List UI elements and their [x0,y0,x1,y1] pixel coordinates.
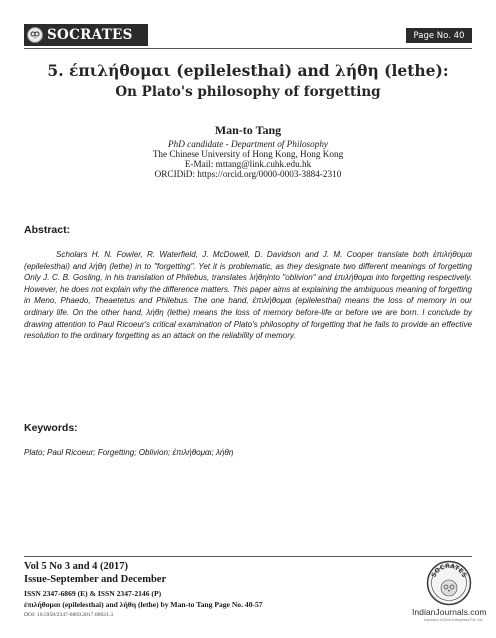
abstract-text: Scholars H. N. Fowler, R. Waterfield, J. McDowell, D. Davidson and J. M. Cooper translate both ἐπιλήθομαι (epilelesthai) and λήθη (lethe) in to "forgetting". Yet it is problematic, as they designate two different meanings of forgetting Only J. C. B. Gosling, in his translation of Philebus, translates λήθηinto "oblivion" and ἐπιλήθομαι into forgetting respectively. However, he does not explain why the difference matters. This paper aims at explaining the ambiguous meaning of forgetting in Meno, Phaedo, Theaetetus and Philebus. The one hand, ἐπιλήθομαι (epilelesthai) means the loss of memory in our ordinary life. On the other hand, λήθη (lethe) means the loss of memory before-life or before we are born. I conclude by drawing attention to Paul Ricoeur's critical examination of Plato's philosophy of forgetting that he fails to provide an effective resolution to the ordinary forgetting as an attack on the reliability of memory. [24,250,472,341]
author-orcid: ORCIDiD: https://orcid.org/0000-0003-3884-2310 [154,169,342,179]
author-affiliation-department: PhD candidate - Department of Philosophy [168,139,328,149]
keywords-text: Plato; Paul Ricoeur; Forgetting; Oblivion; ἐπιλήθομαι; λήθη [24,448,234,457]
issue-info: Issue-September and December [24,574,167,585]
publisher-name: IndianJournals.com [412,607,487,617]
keywords-heading: Keywords: [24,422,78,434]
seal-text: SOCRATES [430,562,468,579]
journal-logo [24,24,148,46]
issn-info: ISSN 2347-6869 (E) & ISSN 2347-2146 (P) [24,589,162,598]
publisher-logo [410,605,487,619]
page-number-badge: Page No. 40 [406,28,472,43]
abstract-heading: Abstract: [24,224,71,236]
doi-line: DOI: 10.5958/2347-6869.2017.00021.3 [24,612,114,618]
paper-subtitle: On Plato's philosophy of forgetting [115,84,381,100]
footer-divider [24,556,472,557]
journal-seal-icon [426,560,472,606]
owl-emblem-icon [27,27,43,43]
author-email: E-Mail: mttang@link.cuhk.edu.hk [184,159,312,169]
author-name: Man-to Tang [214,123,282,137]
citation-line: ἐπιλήθομαι (epilelesthai) and λήθη (lethe) by Man-to Tang Page No. 40-57 [24,600,263,609]
author-affiliation-university: The Chinese University of Hong Kong, Hong Kong [152,149,344,159]
header-divider [24,48,472,49]
publisher-tagline: A product of Diva Enterprises Pvt. Ltd. [424,618,484,622]
volume-info: Vol 5 No 3 and 4 (2017) [24,561,129,572]
logo-text: SOCRATES [47,27,133,43]
paper-title: 5. έπιλήθομαι (epilelesthai) and λήθη (lethe): [47,61,449,80]
